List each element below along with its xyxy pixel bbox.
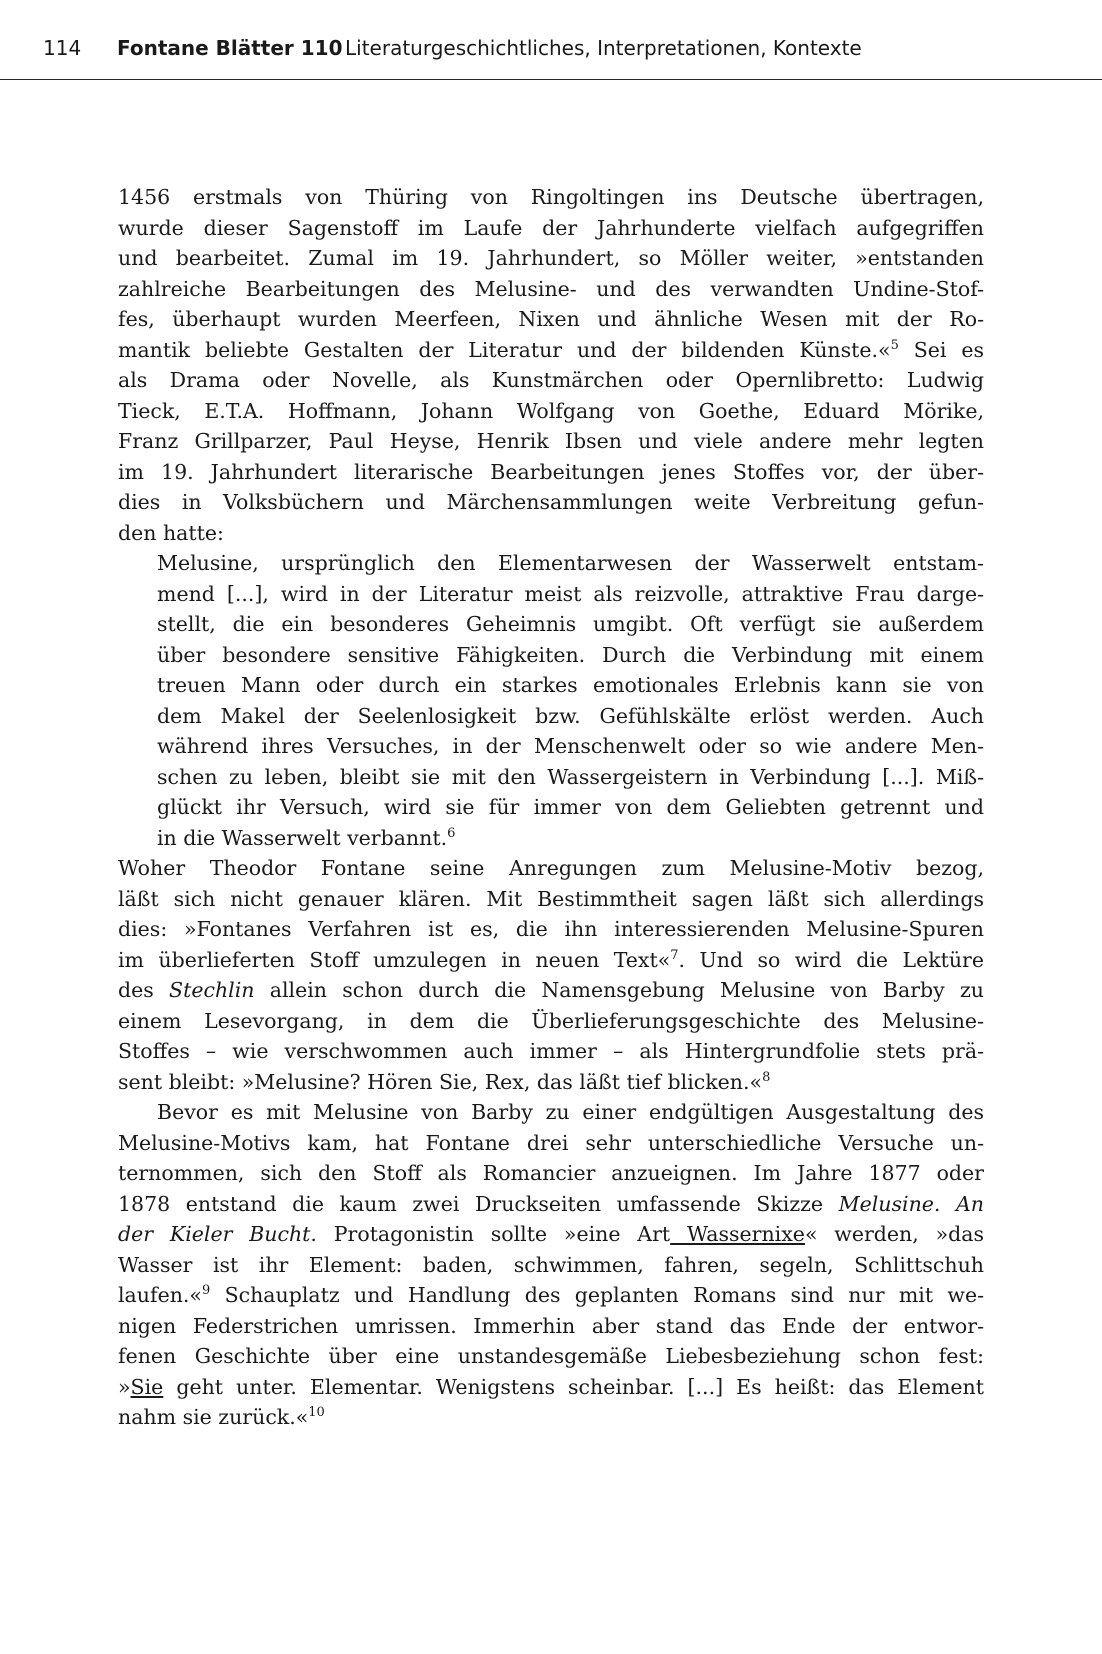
text-line: glückt ihr Versuch, wird sie für immer von dem Geliebten getrennt und <box>157 795 984 819</box>
text-line: nigen Federstrichen umrissen. Immerhin aber stand das Ende der entwor- <box>118 1313 984 1338</box>
text-line: sent bleibt: »Melusine? Hören Sie, Rex, das läßt tief blicken.«$^8$ <box>118 1069 771 1094</box>
text-line: fes, überhaupt wurden Meerfeen, Nixen und ähnliche Wesen mit der Ro- <box>118 307 984 331</box>
underlined-word: Wassernixe <box>670 1222 805 1246</box>
footnote-ref-5: 5 <box>890 337 899 353</box>
footnote-ref-8: 8 <box>762 1069 771 1085</box>
text-line: zahlreiche Bearbeitungen des Melusine- und des verwandten Undine-Stof- <box>118 276 984 301</box>
text-line: mantik beliebte Gestalten der Literatur und der bildenden Künste.«$^5$ Sei es <box>118 337 984 362</box>
journal-title: Fontane Blätter 110 <box>117 36 343 60</box>
text-line: über besondere sensitive Fähigkeiten. Durch die Verbindung mit einem <box>157 642 984 667</box>
footnote-ref-7: 7 <box>670 947 679 963</box>
text-line: dies: »Fontanes Verfahren ist es, die ihn interessierenden Melusine-Spuren <box>118 917 984 941</box>
text-line: Tieck, E.T.A. Hoffmann, Johann Wolfgang von Goethe, Eduard Mörike, <box>118 398 984 423</box>
text-line: Stoffes – wie verschwommen auch immer – als Hintergrundfolie stets prä- <box>118 1039 984 1063</box>
body-text <box>118 182 984 1433</box>
text-line: 1456 erstmals von Thüring von Ringoltingen ins Deutsche übertragen, <box>118 185 984 209</box>
text-line: und bearbeitet. Zumal im 19. Jahrhundert, so Möller weiter, »entstanden <box>118 246 984 270</box>
italic-title: der Kieler Bucht <box>118 1222 311 1246</box>
text-line: Melusine, ursprünglich den Elementarwesen der Wasserwelt entstam- <box>157 551 984 575</box>
text-line: nahm sie zurück.«$^{10}$ <box>118 1405 325 1429</box>
text-line: der Kieler Bucht. Protagonistin sollte »eine Art Wassernixe« werden, »das <box>118 1222 985 1246</box>
text-line: Franz Grillparzer, Paul Heyse, Henrik Ibsen und viele andere mehr legten <box>118 429 984 453</box>
text-line: den hatte: <box>118 520 224 545</box>
text-line: Melusine-Motivs kam, hat Fontane drei sehr unterschiedliche Versuche un- <box>118 1130 984 1155</box>
text-line: stellt, die ein besonderes Geheimnis umgibt. Oft verfügt sie außerdem <box>157 612 984 636</box>
text-line: dem Makel der Seelenlosigkeit bzw. Gefühlskälte erlöst werden. Auch <box>157 703 984 728</box>
text-line: dies in Volksbüchern und Märchensammlungen weite Verbreitung gefun- <box>118 490 984 514</box>
text-line: Woher Theodor Fontane seine Anregungen zum Melusine-Motiv bezog, <box>118 856 984 880</box>
footnote-ref-9: 9 <box>201 1283 211 1299</box>
text-line: treuen Mann oder durch ein starkes emotionales Erlebnis kann sie von <box>157 673 984 697</box>
text-line: als Drama oder Novelle, als Kunstmärchen oder Opernlibretto: Ludwig <box>118 368 984 392</box>
underlined-word: Sie <box>130 1374 164 1399</box>
text-line: laufen.«$^9$ Schauplatz und Handlung des geplanten Romans sind nur mit we- <box>118 1283 984 1307</box>
text-line: Wasser ist ihr Element: baden, schwimmen, fahren, segeln, Schlittschuh <box>118 1252 984 1277</box>
section-title: Literaturgeschichtliches, Interpretationen, Kontexte <box>345 36 862 60</box>
block-quote <box>118 548 984 853</box>
text-line: schen zu leben, bleibt sie mit den Wassergeistern in Verbindung [...]. Miß- <box>157 764 984 789</box>
paragraph-1 <box>118 182 984 548</box>
text-line: mend [...], wird in der Literatur meist als reizvolle, attraktive Frau darge- <box>157 581 984 606</box>
paragraph-3 <box>118 1097 984 1433</box>
paragraph-2 <box>118 853 984 1097</box>
text-line: einem Lesevorgang, in dem die Überlieferungsgeschichte des Melusine- <box>118 1008 984 1033</box>
text-line: wurde dieser Sagenstoff im Laufe der Jahrhunderte vielfach aufgegriffen <box>118 215 984 240</box>
running-header <box>0 0 1102 80</box>
text-line: ternommen, sich den Stoff als Romancier anzueignen. Im Jahre 1877 oder <box>118 1161 984 1185</box>
footnote-ref-6: 6 <box>447 825 456 841</box>
text-line: »Sie geht unter. Elementar. Wenigstens scheinbar. [...] Es heißt: das Element <box>118 1374 984 1399</box>
text-line: im überlieferten Stoff umzulegen in neuen Text«$^7$. Und so wird die Lektüre <box>118 947 984 972</box>
text-line: fenen Geschichte über eine unstandesgemäße Liebesbeziehung schon fest: <box>118 1344 984 1368</box>
italic-title: Melusine. An <box>838 1191 984 1216</box>
text-line: im 19. Jahrhundert literarische Bearbeitungen jenes Stoffes vor, der über- <box>118 459 984 484</box>
page-number: 114 <box>43 36 82 60</box>
text-line: während ihres Versuches, in der Menschenwelt oder so wie andere Men- <box>157 734 984 758</box>
italic-title: Stechlin <box>169 978 255 1002</box>
text-line: läßt sich nicht genauer klären. Mit Bestimmtheit sagen läßt sich allerdings <box>118 886 984 911</box>
text-line: des Stechlin allein schon durch die Namensgebung Melusine von Barby zu <box>118 978 984 1002</box>
text-line: in die Wasserwelt verbannt.$^6$ <box>157 825 456 850</box>
footnote-ref-10: 10 <box>308 1405 325 1421</box>
text-line: 1878 entstand die kaum zwei Druckseiten umfassende Skizze Melusine. An <box>118 1191 984 1216</box>
text-line: Bevor es mit Melusine von Barby zu einer endgültigen Ausgestaltung des <box>157 1100 984 1124</box>
